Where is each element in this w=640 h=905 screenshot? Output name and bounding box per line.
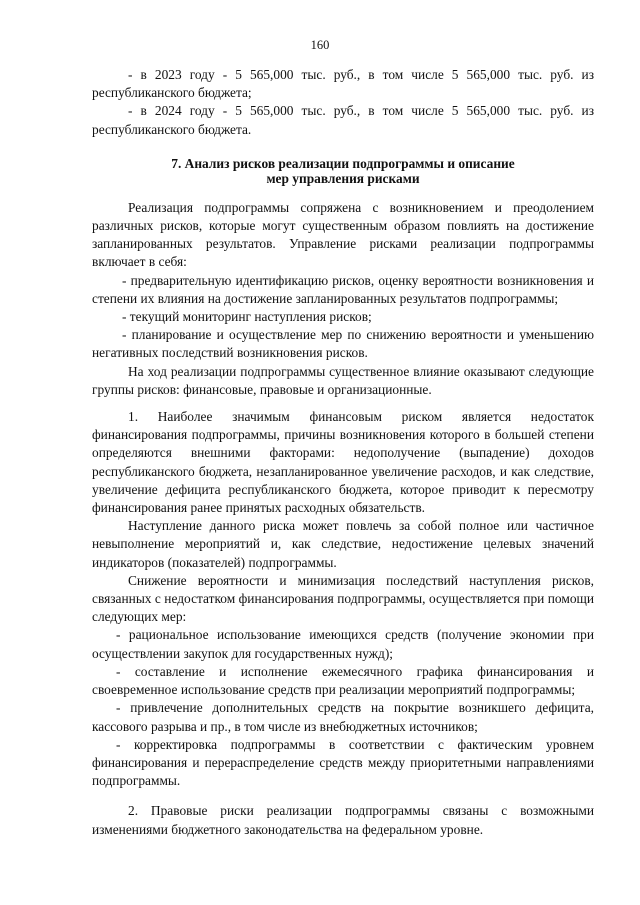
paragraph-risk-groups: На ход реализации подпрограммы существенное влияние оказывают следующие группы рисков: финансовые, правовые и организационные. <box>92 363 594 397</box>
funding-2024: - в 2024 году - 5 565,000 тыс. руб., в том числе 5 565,000 тыс. руб. из республиканского бюджета. <box>92 103 594 137</box>
page-number: 160 <box>310 38 330 52</box>
list-item-risk-monitoring: - текущий мониторинг наступления рисков; <box>122 309 372 325</box>
paragraph-financial-risk: 1. Наиболее значимым финансовым риском является недостаток финансирования подпрограммы, причины возникновения которого в большей степени определяются внешними факторами: недополучение (выпадение) доходов республиканского бюджета, незапланированное увеличение расходов, и как следствие, увеличение дефицита республиканского бюджета, которое приводит к пересмотру финансирования ранее принятых расходных обязательств. <box>92 409 594 516</box>
paragraph-risk-management-intro: Реализация подпрограммы сопряжена с возникновением и преодолением различных рисков, которые могут существенным образом повлиять на достижение запланированных результатов. Управление рисками реализации подпрограммы включает в себя: <box>92 199 594 270</box>
section-title-line-2: мер управления рисками <box>266 170 420 186</box>
section-title-line-1: 7. Анализ рисков реализации подпрограммы и описание <box>171 155 515 171</box>
paragraph-risk-consequences: Наступление данного риска может повлечь за собой полное или частичное невыполнение мероприятий и, как следствие, недостижение целевых значений индикаторов (показателей) подпрограммы. <box>92 518 594 570</box>
list-item-rational-use: - рациональное использование имеющихся средств (получение экономии при осуществлении закупок для государственных нужд); <box>92 627 594 661</box>
section-title <box>92 156 594 186</box>
paragraph-risk-minimization: Снижение вероятности и минимизация последствий наступления рисков, связанных с недостатком финансирования подпрограммы, осуществляется при помощи следующих мер: <box>92 572 594 625</box>
list-item-risk-identification: - предварительную идентификацию рисков, оценку вероятности возникновения и степени их влияния на достижение запланированных результатов подпрограммы; <box>92 272 594 306</box>
list-item-risk-mitigation: - планирование и осуществление мер по снижению вероятности и уменьшению негативных последствий возникновения рисков. <box>92 327 594 361</box>
list-item-additional-funds: - привлечение дополнительных средств на покрытие возникшего дефицита, кассового разрыва и пр., в том числе из внебюджетных источников; <box>92 700 594 734</box>
list-item-program-adjustment: - корректировка подпрограммы в соответствии с фактическим уровнем финансирования и перераспределение средств между приоритетными направлениями подпрограммы. <box>92 736 594 789</box>
paragraph-legal-risks: 2. Правовые риски реализации подпрограммы связаны с возможными изменениями бюджетного законодательства на федеральном уровне. <box>92 803 594 837</box>
funding-2023: - в 2023 году - 5 565,000 тыс. руб., в том числе 5 565,000 тыс. руб. из республиканского бюджета; <box>92 67 594 101</box>
list-item-monthly-schedule: - составление и исполнение ежемесячного графика финансирования и своевременное использование средств при реализации мероприятий подпрограммы; <box>92 663 594 698</box>
page-content <box>92 66 594 839</box>
